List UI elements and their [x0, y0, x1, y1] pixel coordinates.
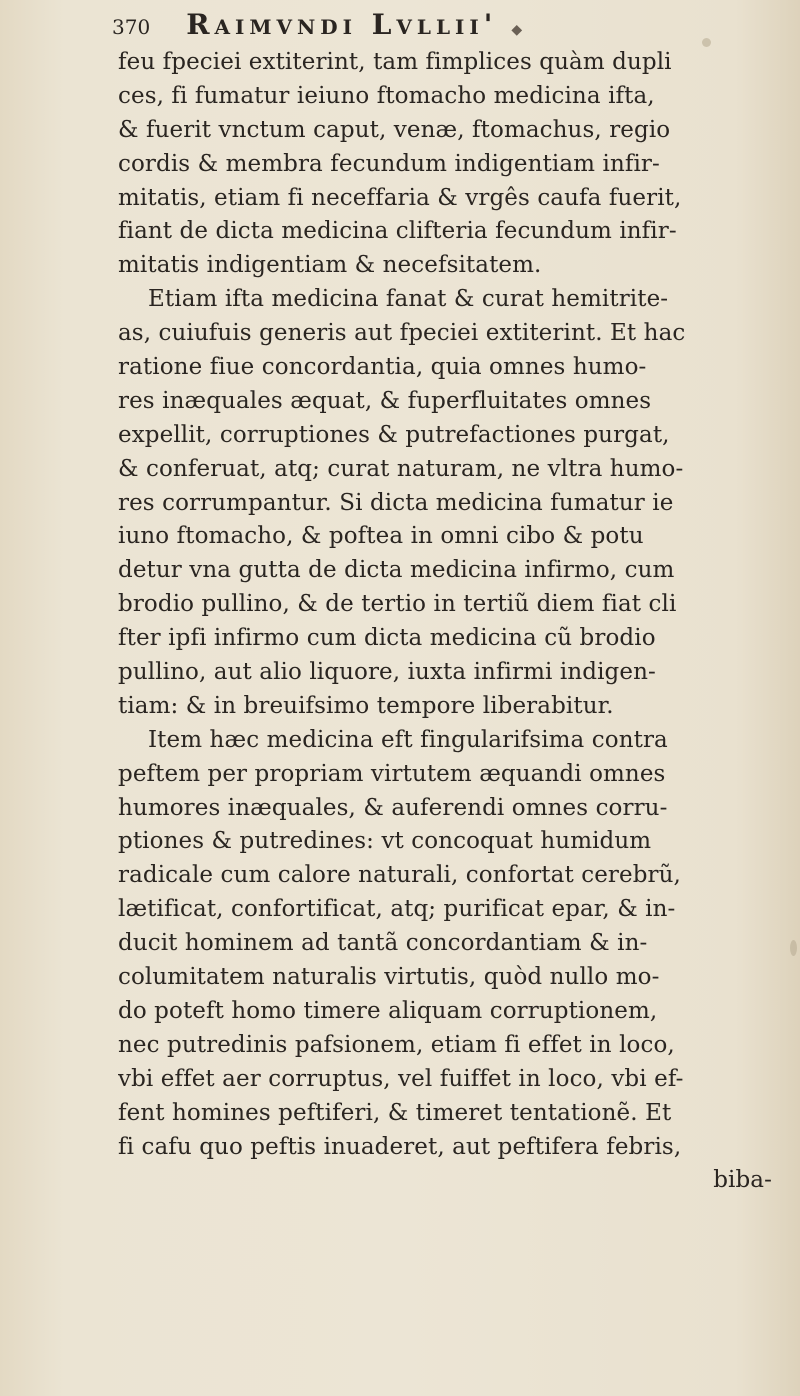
text-line: mitatis indigentiam & necefsitatem. — [118, 252, 542, 279]
text-line: humores inæquales, & auferendi omnes corru- — [118, 794, 668, 821]
ink-speck — [702, 38, 711, 47]
ink-speck — [790, 940, 797, 956]
text-line: nec putredinis pafsionem, etiam fi effet in loco, — [118, 1031, 675, 1058]
text-line: ratione fiue concordantia, quia omnes humo- — [118, 354, 647, 381]
text-line: mitatis, etiam fi neceffaria & vrgês caufa fuerit, — [118, 184, 682, 211]
text-line: iuno ftomacho, & poftea in omni cibo & potu — [118, 523, 644, 550]
ornament-icon: ◆ — [511, 22, 524, 38]
text-line: as, cuiufuis generis aut fpeciei extiterint. Et hac — [118, 320, 686, 347]
body-text — [118, 46, 794, 1198]
text-line: res corrumpantur. Si dicta medicina fumatur ie — [118, 489, 674, 516]
text-line: fi cafu quo peftis inuaderet, aut peftifera febris, — [118, 1133, 682, 1160]
text-line: expellit, corruptiones & putrefactiones purgat, — [118, 421, 670, 448]
text-line: & conferuat, atq; curat naturam, ne vltra humo- — [118, 455, 684, 482]
text-line: & fuerit vnctum caput, venæ, ftomachus, regio — [118, 116, 671, 143]
text-line: feu fpeciei extiterint, tam fimplices quàm dupli — [118, 49, 672, 75]
text-line: fiant de dicta medicina clifteria fecundum infir- — [118, 218, 677, 245]
text-line: radicale cum calore naturali, confortat cerebrũ, — [118, 862, 681, 889]
text-line: res inæquales æquat, & fuperfluitates omnes — [118, 387, 652, 414]
text-line: Item hæc medicina eft fingularifsima contra — [148, 726, 668, 753]
text-line: do poteft homo timere aliquam corruptionem, — [118, 997, 658, 1024]
text-line: fter ipfi infirmo cum dicta medicina cũ brodio — [118, 625, 656, 652]
text-line: columitatem naturalis virtutis, quòd nullo mo- — [118, 964, 660, 991]
text-line: tiam: & in breuifsimo tempore liberabitur. — [118, 692, 614, 719]
text-line: peftem per propriam virtutem æquandi omnes — [118, 760, 666, 787]
page-number: 370 — [112, 15, 151, 39]
text-line: cordis & membra fecundum indigentiam infir- — [118, 150, 660, 177]
text-line: lætificat, confortificat, atq; purificat epar, & in- — [118, 896, 676, 923]
text-line: pullino, aut alio liquore, iuxta infirmi indigen- — [118, 659, 656, 686]
text-line: brodio pullino, & de tertio in tertiũ diem fiat cli — [118, 591, 677, 618]
page-header — [112, 8, 772, 46]
catchword: biba- — [713, 1167, 772, 1194]
text-line: ptiones & putredines: vt concoquat humidum — [118, 828, 652, 855]
text-line: fent homines peftiferi, & timeret tentationẽ. Et — [118, 1099, 672, 1126]
text-line: ducit hominem ad tantã concordantiam & in- — [118, 930, 648, 957]
text-line: Etiam ifta medicina fanat & curat hemitrite- — [148, 286, 669, 313]
text-line: vbi effet aer corruptus, vel fuiffet in loco, vbi ef- — [118, 1065, 684, 1092]
running-head: Raimvndi Lvllii' — [186, 8, 498, 41]
text-line: detur vna gutta de dicta medicina infirmo, cum — [118, 557, 675, 584]
text-line: ces, fi fumatur ieiuno ftomacho medicina ifta, — [118, 82, 655, 109]
